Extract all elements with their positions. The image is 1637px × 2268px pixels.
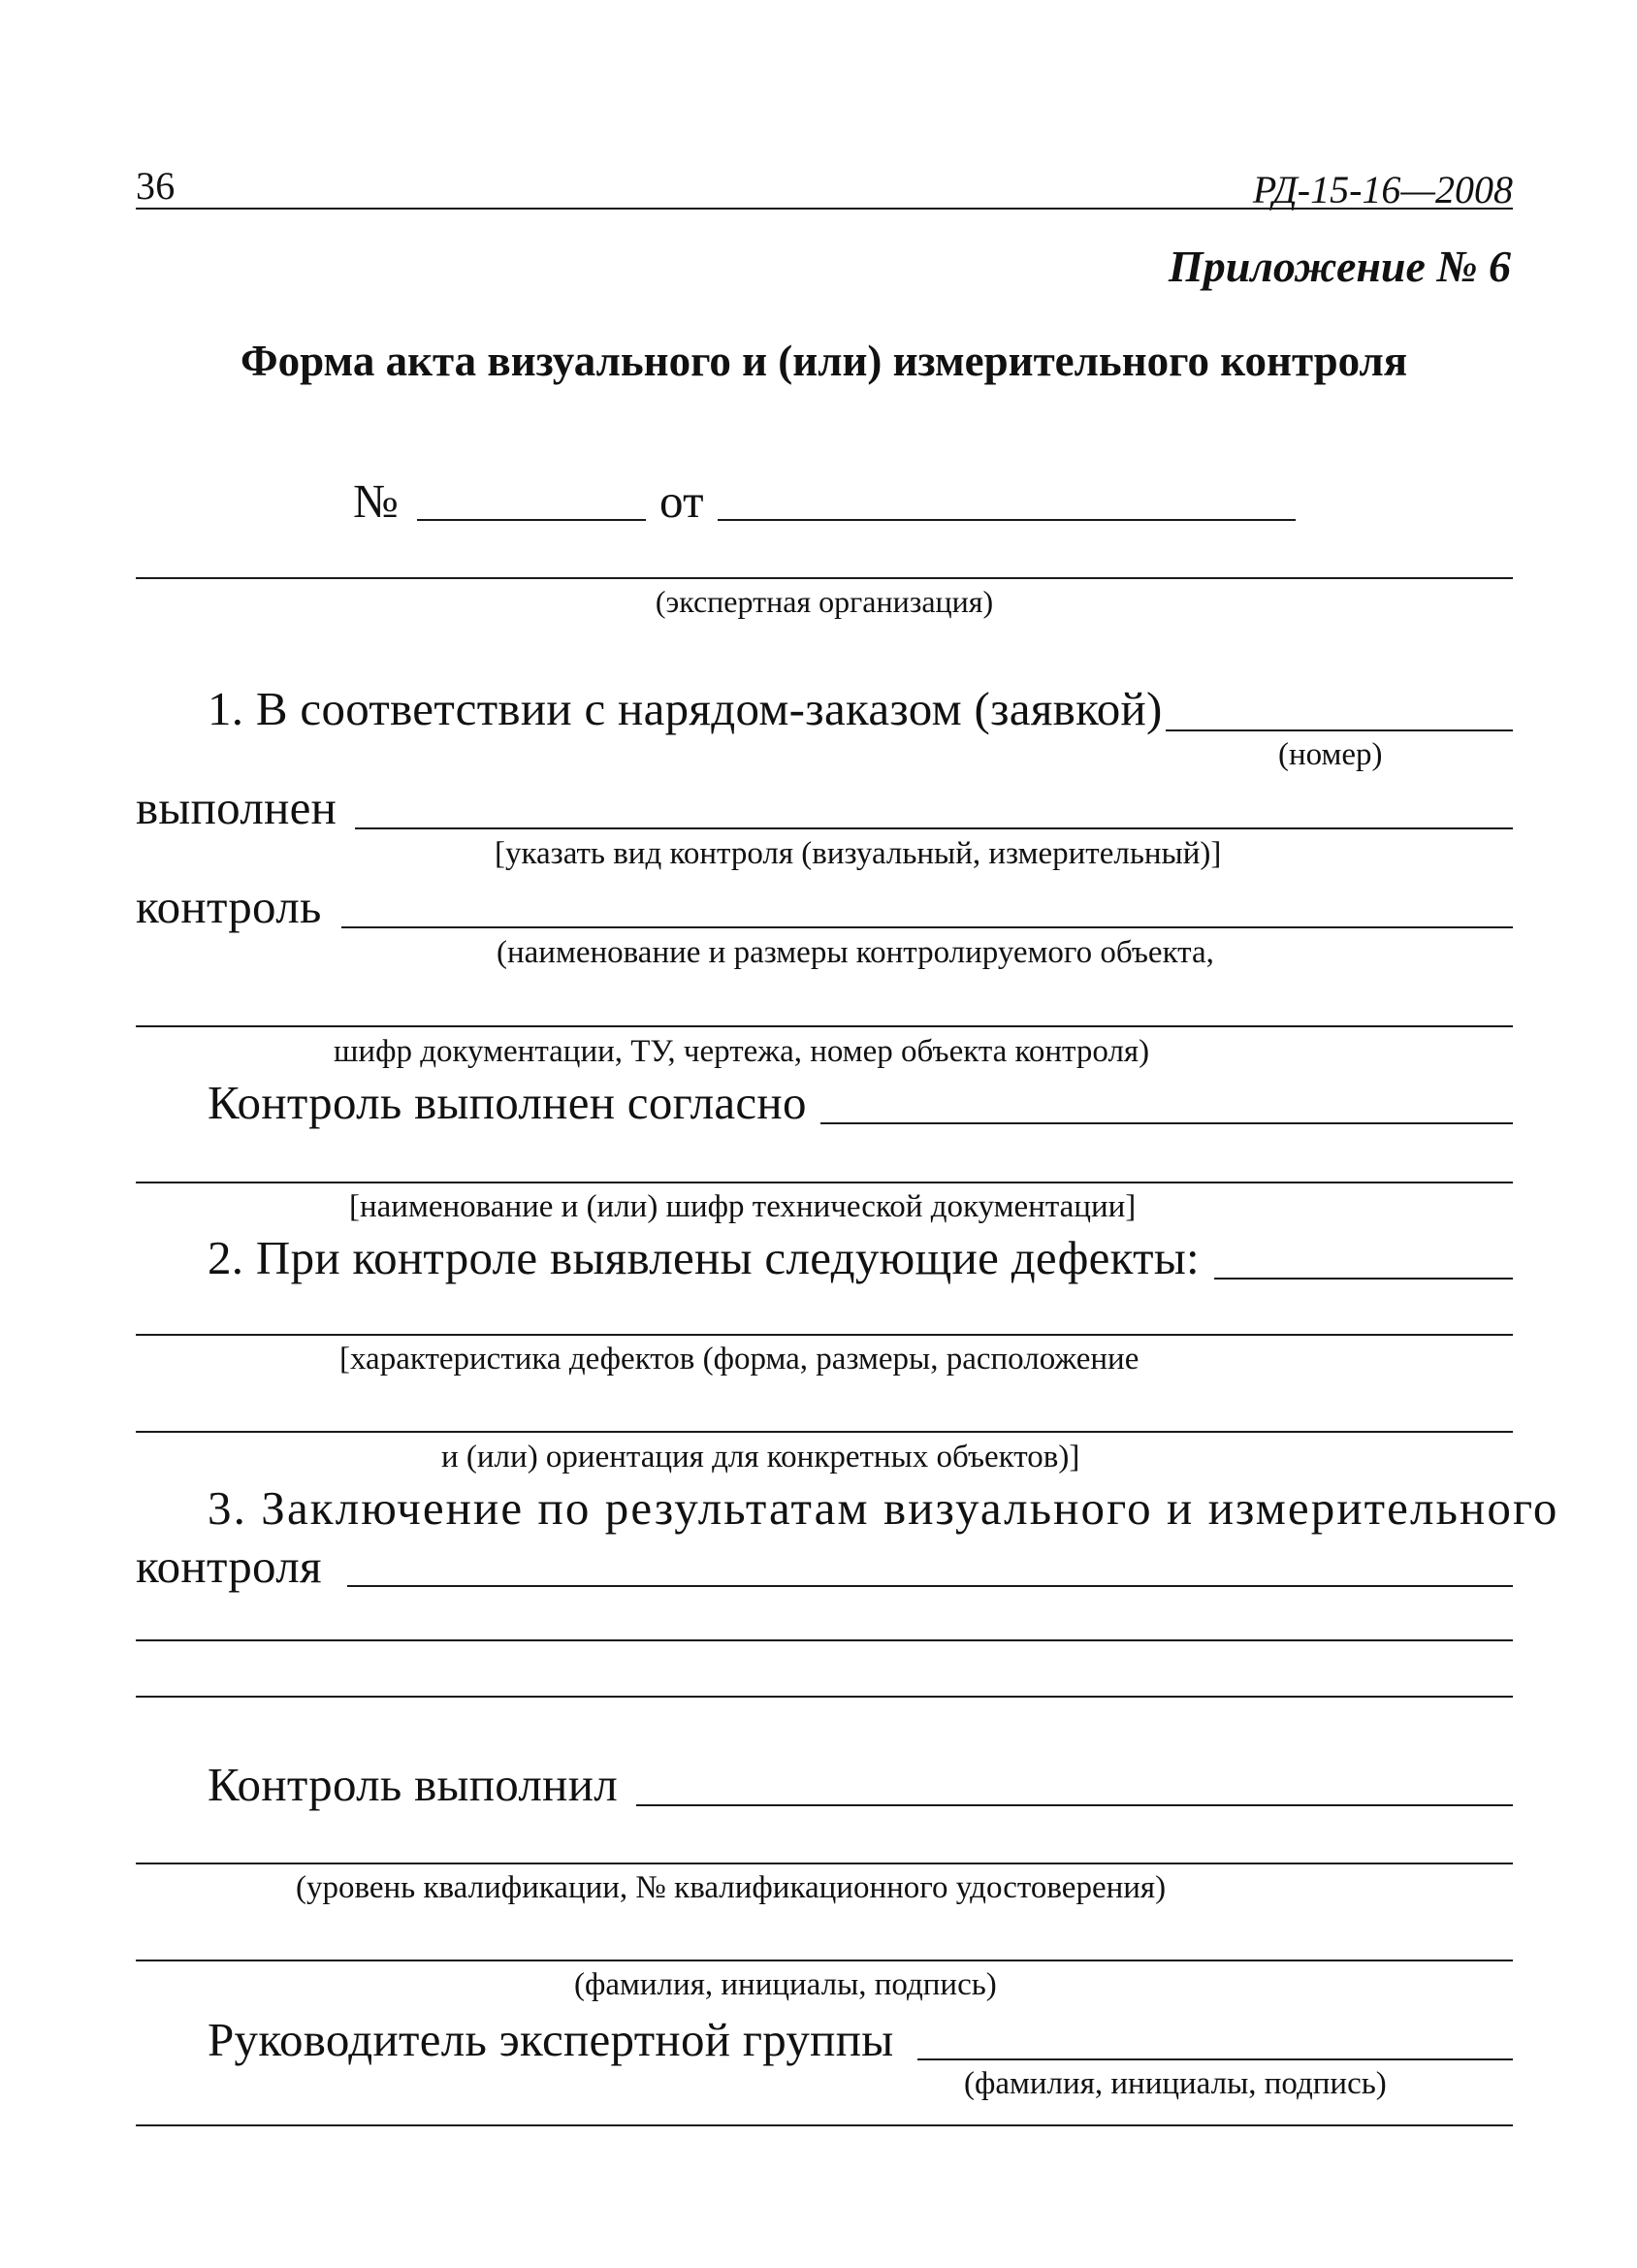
defects-field-continued-2[interactable] [136, 1431, 1513, 1433]
header-rule [136, 208, 1513, 210]
order-number-field[interactable] [1166, 729, 1513, 731]
section2-line: 2. При контроле выявлены следующие дефекты: [208, 1231, 1200, 1284]
performer-name-field[interactable] [136, 1960, 1513, 1961]
section3-line1: 3. Заключение по результатам визуального и измерительного [208, 1481, 1559, 1535]
group-head-label: Руководитель экспертной группы [208, 2013, 894, 2066]
object-caption: (наименование и размеры контролируемого объекта, [497, 935, 1214, 970]
control-type-caption: [указать вид контроля (визуальный, измерительный)] [495, 836, 1222, 871]
from-label: от [659, 474, 704, 528]
performed-by-field[interactable] [636, 1804, 1513, 1806]
object-field-continued[interactable] [136, 1025, 1513, 1027]
control-type-field[interactable] [355, 827, 1513, 829]
defects-field-continued[interactable] [136, 1334, 1513, 1336]
tech-doc-caption: [наименование и (или) шифр технической документации] [349, 1189, 1137, 1224]
performed-label: выполнен [136, 781, 337, 834]
object-caption-continued: шифр документации, ТУ, чертежа, номер объекта контроля) [334, 1034, 1150, 1069]
performer-name-caption: (фамилия, инициалы, подпись) [574, 1967, 997, 2002]
qualification-field[interactable] [136, 1863, 1513, 1864]
conclusion-field[interactable] [347, 1585, 1513, 1587]
tech-doc-field[interactable] [820, 1122, 1513, 1124]
object-field[interactable] [341, 926, 1513, 928]
defects-caption: [характеристика дефектов (форма, размеры, расположение [339, 1342, 1139, 1377]
number-caption: (номер) [1278, 737, 1383, 772]
according-label: Контроль выполнен согласно [208, 1076, 807, 1129]
conclusion-field-2[interactable] [136, 1639, 1513, 1641]
group-head-caption: (фамилия, инициалы, подпись) [964, 2066, 1387, 2101]
group-head-field[interactable] [917, 2058, 1513, 2060]
appendix-label: Приложение № 6 [1168, 242, 1511, 291]
expert-org-field[interactable] [136, 577, 1513, 579]
expert-org-caption: (экспертная организация) [655, 584, 994, 619]
defects-caption-continued: и (или) ориентация для конкретных объектов)] [441, 1440, 1080, 1474]
document-code: РД-15-16—2008 [1252, 168, 1513, 211]
qualification-caption: (уровень квалификации, № квалификационного удостоверения) [296, 1870, 1167, 1905]
group-head-field-continued[interactable] [136, 2124, 1513, 2126]
defects-field[interactable] [1214, 1278, 1513, 1280]
act-number-field[interactable] [417, 519, 646, 521]
form-title: Форма акта визуального и (или) измерительного контроля [241, 337, 1408, 385]
conclusion-field-3[interactable] [136, 1696, 1513, 1698]
section3-line2: контроля [136, 1539, 322, 1593]
act-date-field[interactable] [718, 519, 1296, 521]
control-label: контроль [136, 880, 322, 933]
section1-line1: 1. В соответствии с нарядом-заказом (заявкой) [208, 682, 1163, 735]
number-sign: № [353, 474, 400, 528]
page-number: 36 [136, 164, 176, 208]
tech-doc-field-continued[interactable] [136, 1182, 1513, 1183]
performed-by-label: Контроль выполнил [208, 1758, 618, 1811]
